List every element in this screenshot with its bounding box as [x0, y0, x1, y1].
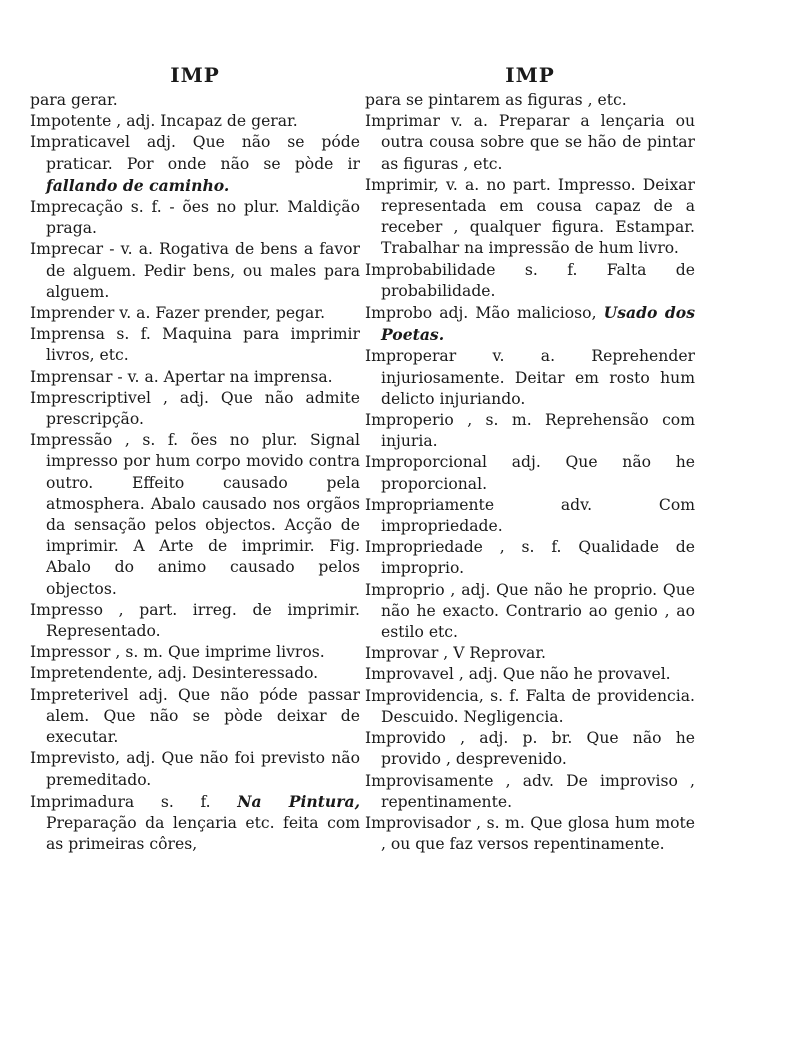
entry-text: Improvavel , adj. Que não he provavel.	[365, 665, 671, 684]
entry-text: Imprevisto, adj. Que não foi previsto não premeditado.	[30, 749, 360, 789]
entry-text: Improvidencia, s. f. Falta de providencia. Descuido. Negligencia.	[365, 686, 695, 726]
entry-text: Impreterivel adj. Que não póde passar alem. Que não se pòde deixar de executar.	[30, 685, 360, 747]
dictionary-entry	[30, 791, 360, 856]
dictionary-entry	[30, 132, 360, 197]
dictionary-entry	[30, 324, 360, 366]
entry-text: Improperio , s. m. Reprehensão com injuria.	[365, 411, 695, 451]
entry-italic-text: Usado dos Poetas.	[381, 303, 695, 345]
entry-italic-text: fallando de caminho.	[46, 175, 230, 195]
dictionary-entry	[365, 302, 695, 346]
entry-text: Imprescriptivel , adj. Que não admite prescripção.	[30, 388, 360, 429]
entry-text: Imprecar - v. a. Rogativa de bens a favor de alguem. Pedir bens, ou males para alguem.	[30, 240, 360, 301]
entry-text: Improporcional adj. Que não he proporcional.	[365, 453, 695, 493]
dictionary-entry	[365, 580, 695, 644]
dictionary-entry	[30, 748, 360, 790]
entry-text: Impraticavel adj. Que não se póde praticar. Por onde não se pòde ir	[30, 133, 360, 173]
dictionary-entry	[365, 686, 695, 728]
dictionary-entry	[30, 600, 360, 642]
entry-text: Improvisamente , adv. De improviso , repentinamente.	[365, 771, 695, 811]
dictionary-entry	[30, 430, 360, 600]
dictionary-entry	[365, 260, 695, 302]
entry-text: Impropriedade , s. f. Qualidade de improprio.	[365, 538, 695, 578]
dictionary-entry	[30, 388, 360, 430]
entry-text: Imprimar v. a. Preparar a lençaria ou outra cousa sobre que se hão de pintar as figuras , etc.	[365, 112, 695, 173]
entry-text: Improvido , adj. p. br. Que não he provido , desprevenido.	[365, 729, 695, 769]
dictionary-entry	[30, 239, 360, 303]
dictionary-entry	[365, 771, 695, 813]
dictionary-entry	[365, 664, 695, 685]
entry-text: Imprecação s. f. - ões no plur. Maldição praga.	[30, 198, 360, 238]
dictionary-entry	[365, 175, 695, 260]
left-entries	[30, 90, 360, 855]
right-column	[365, 60, 695, 855]
entry-text: Imprensa s. f. Maquina para imprimir livros, etc.	[30, 325, 360, 365]
dictionary-entry	[30, 90, 360, 111]
entry-text: Impretendente, adj. Desinteressado.	[30, 664, 319, 683]
dictionary-entry	[30, 303, 360, 324]
entry-text: Impressor , s. m. Que imprime livros.	[30, 643, 325, 662]
entry-text: Impotente , adj. Incapaz de gerar.	[30, 112, 298, 131]
dictionary-entry	[30, 685, 360, 749]
dictionary-entry	[365, 90, 695, 111]
dictionary-entry	[365, 813, 695, 855]
entry-text: Impressão , s. f. ões no plur. Signal impresso por hum corpo movido contra outro. Effeito causado pela atmosphera. Abalo causado nos orgãos da sensação pelos objectos. Acção de imprimir. A Arte de imprimir. Fig. Abalo do animo causado pelos objectos.	[30, 431, 360, 598]
dictionary-entry	[365, 410, 695, 452]
dictionary-entry	[365, 111, 695, 175]
dictionary-entry	[365, 346, 695, 410]
right-entries	[365, 90, 695, 855]
entry-text: Imprimir, v. a. no part. Impresso. Deixar representada em cousa capaz de a receber , qualquer figura. Estampar. Trabalhar na impressão de hum livro.	[365, 175, 695, 258]
entry-text: Imprimadura s. f.	[30, 792, 238, 811]
entry-italic-text: Na Pintura,	[237, 791, 361, 811]
entry-text: Improperar v. a. Reprehender injuriosamente. Deitar em rosto hum delicto injuriando.	[365, 347, 695, 408]
right-column-header: IMP	[505, 63, 555, 87]
entry-text: Impropriamente adv. Com impropriedade.	[365, 495, 695, 536]
dictionary-entry	[30, 197, 360, 239]
dictionary-entry	[30, 367, 360, 388]
entry-text: Imprensar - v. a. Apertar na imprensa.	[30, 367, 333, 386]
entry-text: Improbabilidade s. f. Falta de probabilidade.	[365, 260, 695, 300]
dictionary-entry	[30, 663, 360, 684]
entry-text: Improprio , adj. Que não he proprio. Que não he exacto. Contrario ao genio , ao estilo etc.	[365, 580, 695, 642]
left-column-header: IMP	[170, 63, 220, 87]
dictionary-entry	[365, 643, 695, 664]
dictionary-entry	[365, 728, 695, 770]
dictionary-entry	[30, 111, 360, 132]
entry-text: Improvisador , s. m. Que glosa hum mote , ou que faz versos repentinamente.	[365, 813, 695, 854]
left-column	[30, 60, 360, 855]
entry-continuation-text: Preparação da lençaria etc. feita com as primeiras côres,	[46, 813, 360, 854]
dictionary-entry	[365, 452, 695, 494]
entry-text: para gerar.	[30, 91, 118, 109]
dictionary-entry	[365, 537, 695, 579]
dictionary-entry	[30, 642, 360, 663]
dictionary-entry	[365, 495, 695, 537]
entry-text: Imprender v. a. Fazer prender, pegar.	[30, 304, 326, 323]
entry-text: Improvar , V Reprovar.	[365, 644, 547, 663]
entry-text: Impresso , part. irreg. de imprimir. Representado.	[30, 600, 360, 641]
entry-text: para se pintarem as figuras , etc.	[365, 91, 627, 109]
entry-text: Improbo adj. Mão malicioso,	[365, 304, 604, 323]
